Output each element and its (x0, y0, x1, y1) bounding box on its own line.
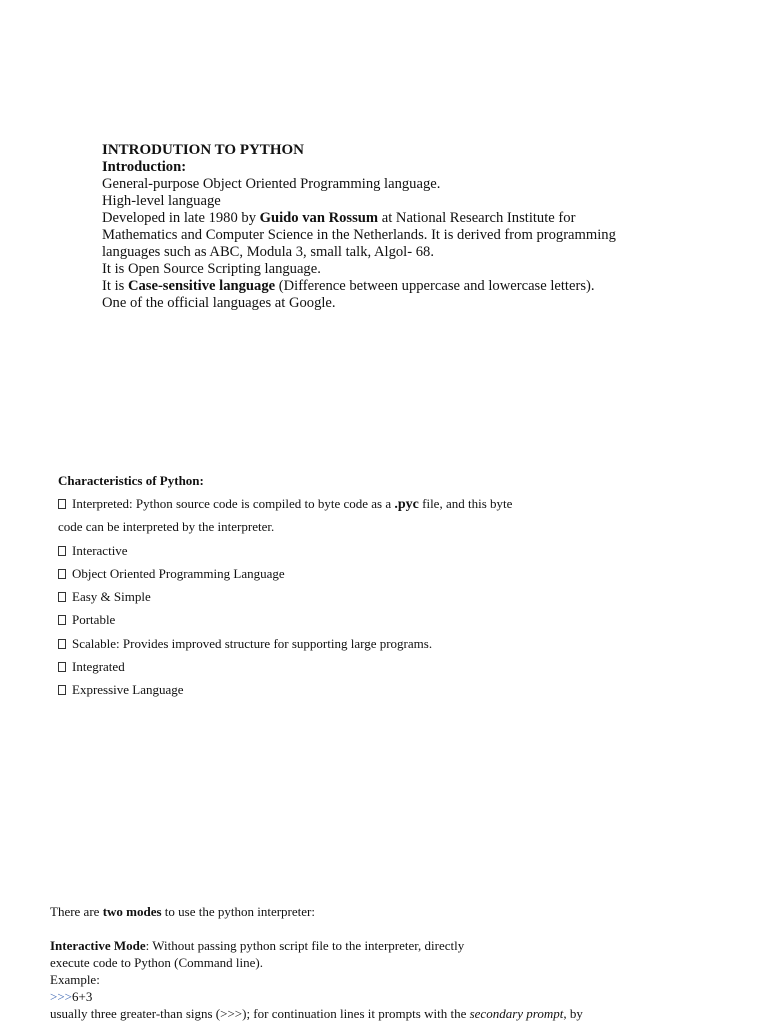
list-item (58, 681, 698, 704)
intro-line-8: One of the official languages at Google. (102, 295, 336, 311)
list-item (58, 588, 698, 611)
bullet-box-icon (58, 639, 66, 649)
list-item (58, 542, 698, 565)
list-item-label: Interactive (72, 542, 128, 558)
interactive-mode-line (50, 937, 750, 954)
intro-line-5: languages such as ABC, Modula 3, small talk, Algol- 68. (102, 244, 434, 260)
list-item-label: Integrated (72, 659, 125, 675)
interpreted-post: file, and this byte (418, 496, 513, 511)
prompt-description-post: , by (563, 1006, 583, 1021)
list-item (58, 495, 698, 518)
intro-line-7-pre: It is (102, 278, 128, 294)
prompt-description (50, 1005, 750, 1022)
interactive-mode-continuation: execute code to Python (Command line). (50, 955, 264, 970)
pyc-text: .pyc (394, 497, 419, 512)
intro-line-3-pre: Developed in late 1980 by (102, 210, 260, 226)
list-item (58, 611, 698, 634)
list-item (58, 635, 698, 658)
list-item-label: Scalable: Provides improved structure for supporting large programs. (72, 635, 433, 651)
list-item-continuation: code can be interpreted by the interpreter. (58, 519, 275, 535)
two-modes-text: two modes (102, 904, 162, 919)
python-prompt: >>> (50, 989, 72, 1004)
secondary-prompt-text: secondary prompt (469, 1006, 564, 1021)
modes-intro-post: to use the python interpreter: (161, 904, 315, 919)
intro-line-7 (102, 278, 702, 295)
example-code-line (50, 988, 750, 1005)
intro-section (102, 142, 702, 312)
bullet-box-icon (58, 662, 66, 672)
example-label: Example: (50, 972, 100, 987)
guido-name: Guido van Rossum (259, 210, 379, 226)
modes-section (50, 903, 750, 1022)
bullet-box-icon (58, 569, 66, 579)
intro-line-4: Mathematics and Computer Science in the Netherlands. It is derived from programming (102, 227, 616, 243)
interactive-mode-label: Interactive Mode (50, 938, 146, 953)
spacer (50, 920, 750, 937)
characteristics-heading: Characteristics of Python: (58, 473, 204, 488)
list-item (58, 565, 698, 588)
modes-intro (50, 903, 750, 920)
example-code: 6+3 (72, 989, 93, 1004)
list-item-label: Expressive Language (72, 682, 184, 698)
list-item-label: Easy & Simple (72, 589, 151, 605)
intro-line-3-post: at National Research Institute for (378, 210, 576, 226)
intro-line-3 (102, 210, 702, 227)
interpreted-pre: Interpreted: Python source code is compiled to byte code as a (72, 496, 395, 511)
intro-line-6: It is Open Source Scripting language. (102, 261, 321, 277)
intro-line-1: General-purpose Object Oriented Programming language. (102, 176, 441, 192)
case-sensitive-text: Case-sensitive language (127, 278, 276, 294)
list-item-label: Portable (72, 612, 116, 628)
modes-intro-pre: There are (50, 904, 103, 919)
characteristics-section (58, 472, 698, 705)
intro-line-7-post: (Difference between uppercase and lowercase letters). (275, 278, 595, 294)
bullet-box-icon (58, 499, 66, 509)
interactive-mode-text: : Without passing python script file to the interpreter, directly (145, 938, 465, 953)
bullet-box-icon (58, 546, 66, 556)
bullet-box-icon (58, 592, 66, 602)
intro-subtitle: Introduction: (102, 159, 187, 175)
intro-line-2: High-level language (102, 193, 221, 209)
bullet-box-icon (58, 615, 66, 625)
doc-title: INTRODUTION TO PYTHON (102, 142, 304, 158)
list-item (58, 658, 698, 681)
list-item-label: Object Oriented Programming Language (72, 565, 285, 581)
prompt-description-pre: usually three greater-than signs (>>>); for continuation lines it prompts with the (50, 1006, 470, 1021)
bullet-box-icon (58, 685, 66, 695)
